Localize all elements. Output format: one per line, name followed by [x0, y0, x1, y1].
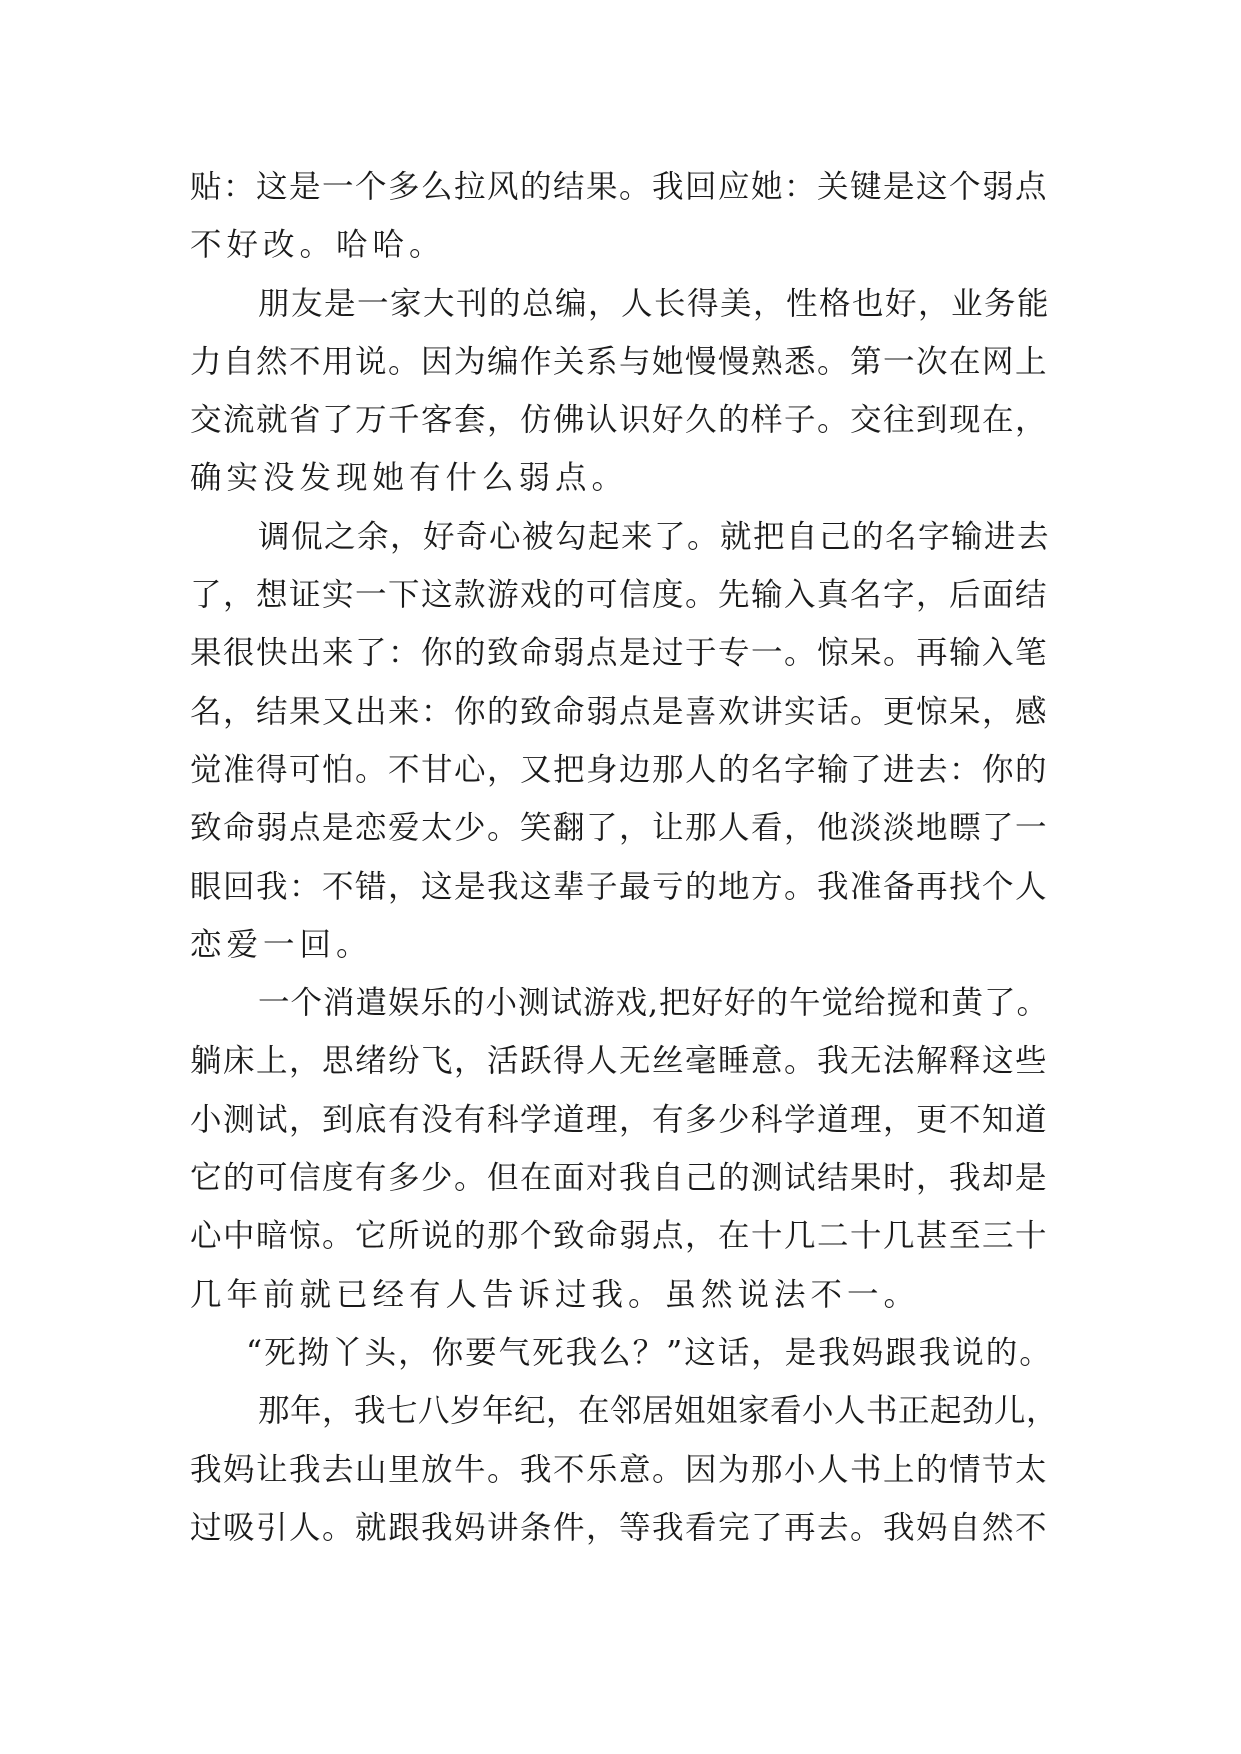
text-line: 不好改。哈哈。 [190, 227, 446, 264]
text-line: 眼回我：不错，这是我这辈子最亏的地方。我准备再找个人 [190, 868, 1049, 905]
paragraph-first-line: 那年，我七八岁年纪，在邻居姐姐家看小人书正起劲儿， [258, 1393, 1059, 1430]
text-line: 了，想证实一下这款游戏的可信度。先输入真名字，后面结 [190, 577, 1049, 614]
paragraph-first-line: “死拗丫头，你要气死我么？”这话，是我妈跟我说的。 [246, 1334, 1053, 1371]
body-text [190, 158, 1060, 1557]
text-line: 觉准得可怕。不甘心，又把身边那人的名字输了进去：你的 [190, 751, 1049, 788]
text-line: 躺床上，思绪纷飞，活跃得人无丝毫睡意。我无法解释这些 [190, 1043, 1049, 1080]
text-line: 确实没发现她有什么弱点。 [190, 460, 629, 497]
text-line: 名，结果又出来：你的致命弱点是喜欢讲实话。更惊呆，感 [190, 693, 1049, 730]
text-line: 心中暗惊。它所说的那个致命弱点，在十几二十几甚至三十 [190, 1218, 1049, 1255]
text-line: 几年前就已经有人告诉过我。虽然说法不一。 [190, 1276, 921, 1313]
text-line: 我妈让我去山里放牛。我不乐意。因为那小人书上的情节太 [190, 1451, 1049, 1488]
text-line: 交流就省了万千客套，仿佛认识好久的样子。交往到现在， [190, 402, 1049, 439]
text-line: 力自然不用说。因为编作关系与她慢慢熟悉。第一次在网上 [190, 343, 1049, 380]
text-line: 致命弱点是恋爱太少。笑翻了，让那人看，他淡淡地瞟了一 [190, 810, 1049, 847]
paragraph-first-line: 朋友是一家大刊的总编，人长得美，性格也好，业务能 [258, 285, 1051, 322]
text-line: 果很快出来了：你的致命弱点是过于专一。惊呆。再输入笔 [190, 635, 1049, 672]
text-line: 恋爱一回。 [190, 926, 373, 963]
paragraph-first-line: 一个消遣娱乐的小测试游戏,把好好的午觉给搅和黄了。 [258, 985, 1050, 1022]
text-line: 小测试，到底有没有科学道理，有多少科学道理，更不知道 [190, 1101, 1049, 1138]
text-line: 贴：这是一个多么拉风的结果。我回应她：关键是这个弱点 [190, 169, 1049, 205]
paragraph-first-line: 调侃之余，好奇心被勾起来了。就把自己的名字输进去 [258, 518, 1051, 555]
text-line: 过吸引人。就跟我妈讲条件，等我看完了再去。我妈自然不 [190, 1509, 1049, 1546]
text-line: 它的可信度有多少。但在面对我自己的测试结果时，我却是 [190, 1160, 1049, 1197]
